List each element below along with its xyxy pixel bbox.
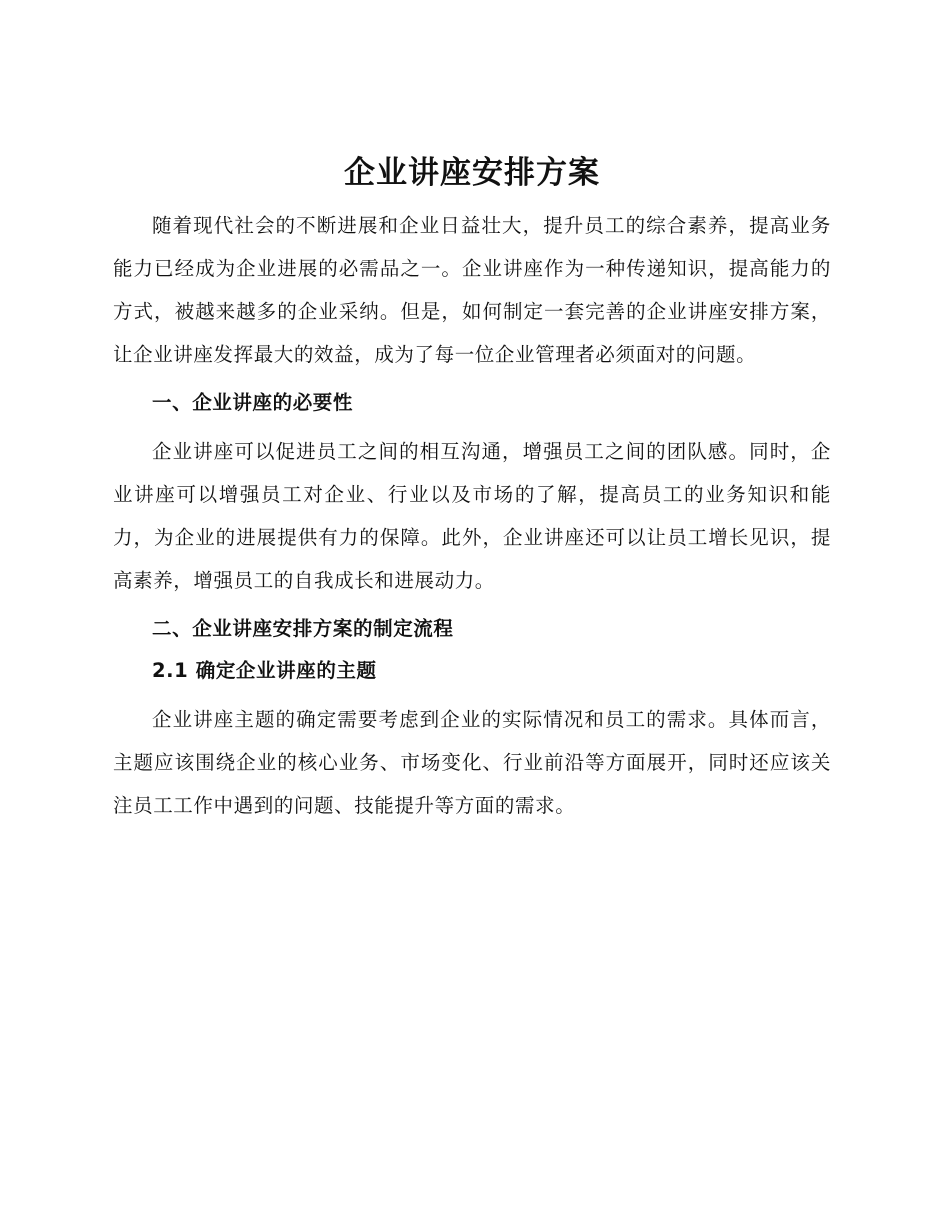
document-title: 企业讲座安排方案 xyxy=(344,155,600,191)
subsection-2-1-paragraph: 企业讲座主题的确定需要考虑到企业的实际情况和员工的需求。具体而言，主题应该围绕企业的核心业务、市场变化、行业前沿等方面展开，同时还应该关注员工工作中遇到的问题、技能提升等方面的需求。 xyxy=(113,708,831,817)
section-2-heading: 二、企业讲座安排方案的制定流程 xyxy=(152,617,454,640)
section-1-heading: 一、企业讲座的必要性 xyxy=(152,391,354,414)
document-body xyxy=(113,148,831,827)
intro-paragraph: 随着现代社会的不断进展和企业日益壮大，提升员工的综合素养，提高业务能力已经成为企业进展的必需品之一。企业讲座作为一种传递知识，提高能力的方式，被越来越多的企业采纳。但是，如何制定一套完善的企业讲座安排方案，让企业讲座发挥最大的效益，成为了每一位企业管理者必须面对的问题。 xyxy=(113,214,831,366)
section-1-paragraph: 企业讲座可以促进员工之间的相互沟通，增强员工之间的团队感。同时，企业讲座可以增强员工对企业、行业以及市场的了解，提高员工的业务知识和能力，为企业的进展提供有力的保障。此外，企业讲座还可以让员工增长见识，提高素养，增强员工的自我成长和进展动力。 xyxy=(113,440,831,592)
subsection-2-1-heading: 2.1 确定企业讲座的主题 xyxy=(152,659,377,682)
